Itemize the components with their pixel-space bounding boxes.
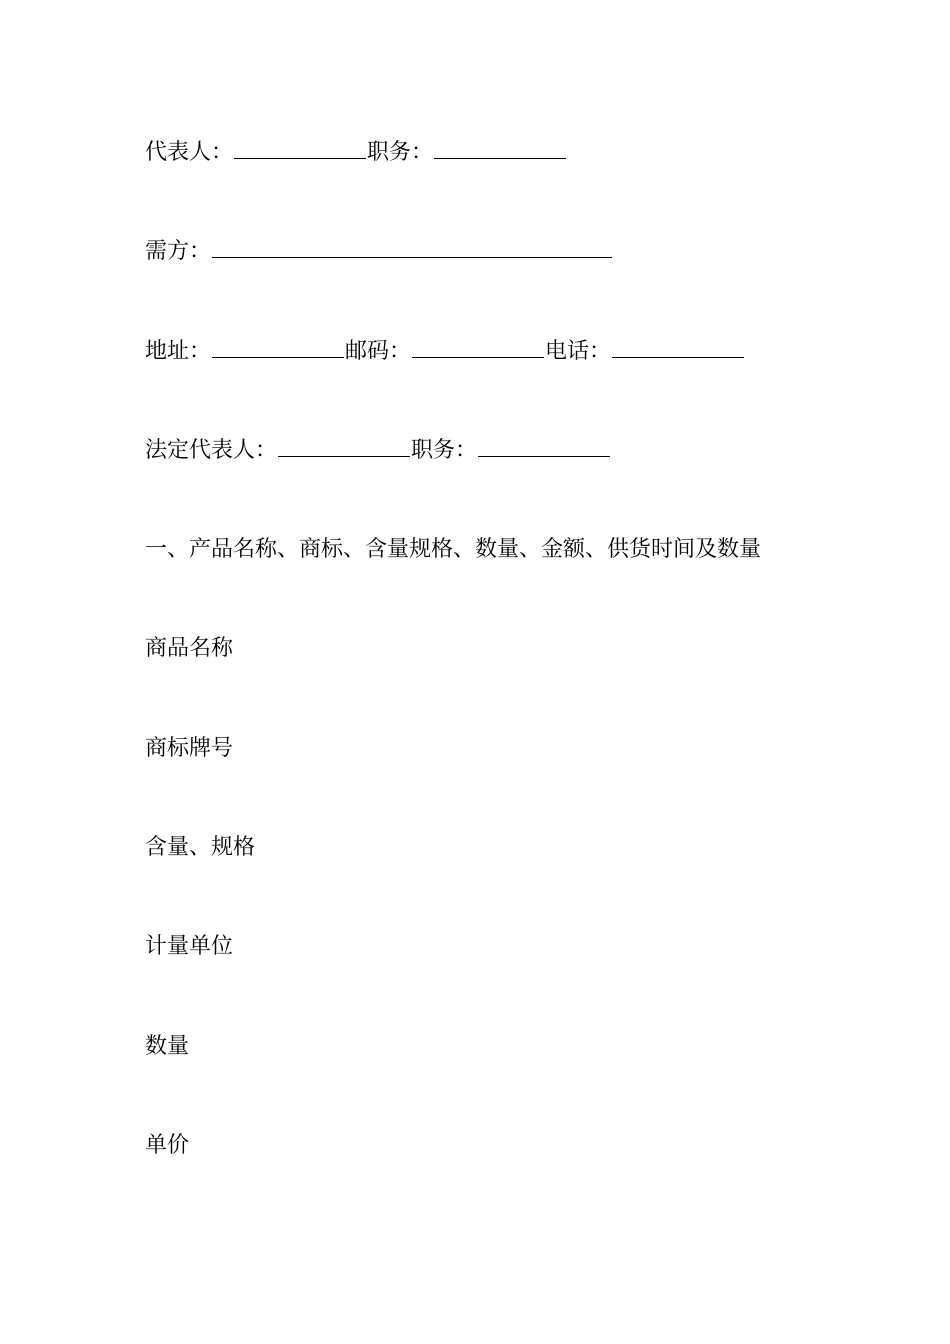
legal-representative-title-label: 职务： [411,438,478,463]
buyer-label: 需方： [145,239,212,264]
representative-line [145,138,567,168]
phone-blank[interactable] [612,337,744,358]
field-trademark: 商标牌号 [145,736,234,761]
field-content-spec: 含量、规格 [145,835,256,860]
buyer-line [145,237,613,267]
legal-representative-line [145,436,611,466]
field-unit: 计量单位 [145,934,234,959]
buyer-blank[interactable] [212,237,612,258]
phone-label: 电话： [545,339,612,364]
field-quantity: 数量 [145,1034,190,1059]
legal-representative-title-blank[interactable] [478,436,610,457]
address-label: 地址： [145,339,212,364]
address-blank[interactable] [212,337,344,358]
representative-label: 代表人： [145,140,234,165]
legal-representative-label: 法定代表人： [145,438,278,463]
representative-title-label: 职务： [367,140,434,165]
postcode-blank[interactable] [412,337,544,358]
representative-title-blank[interactable] [434,138,566,159]
field-product-name: 商品名称 [145,636,234,661]
representative-blank[interactable] [234,138,366,159]
legal-representative-blank[interactable] [278,436,410,457]
address-line [145,337,745,367]
section-heading: 一、产品名称、商标、含量规格、数量、金额、供货时间及数量 [145,537,762,562]
field-unit-price: 单价 [145,1133,190,1158]
postcode-label: 邮码： [345,339,412,364]
